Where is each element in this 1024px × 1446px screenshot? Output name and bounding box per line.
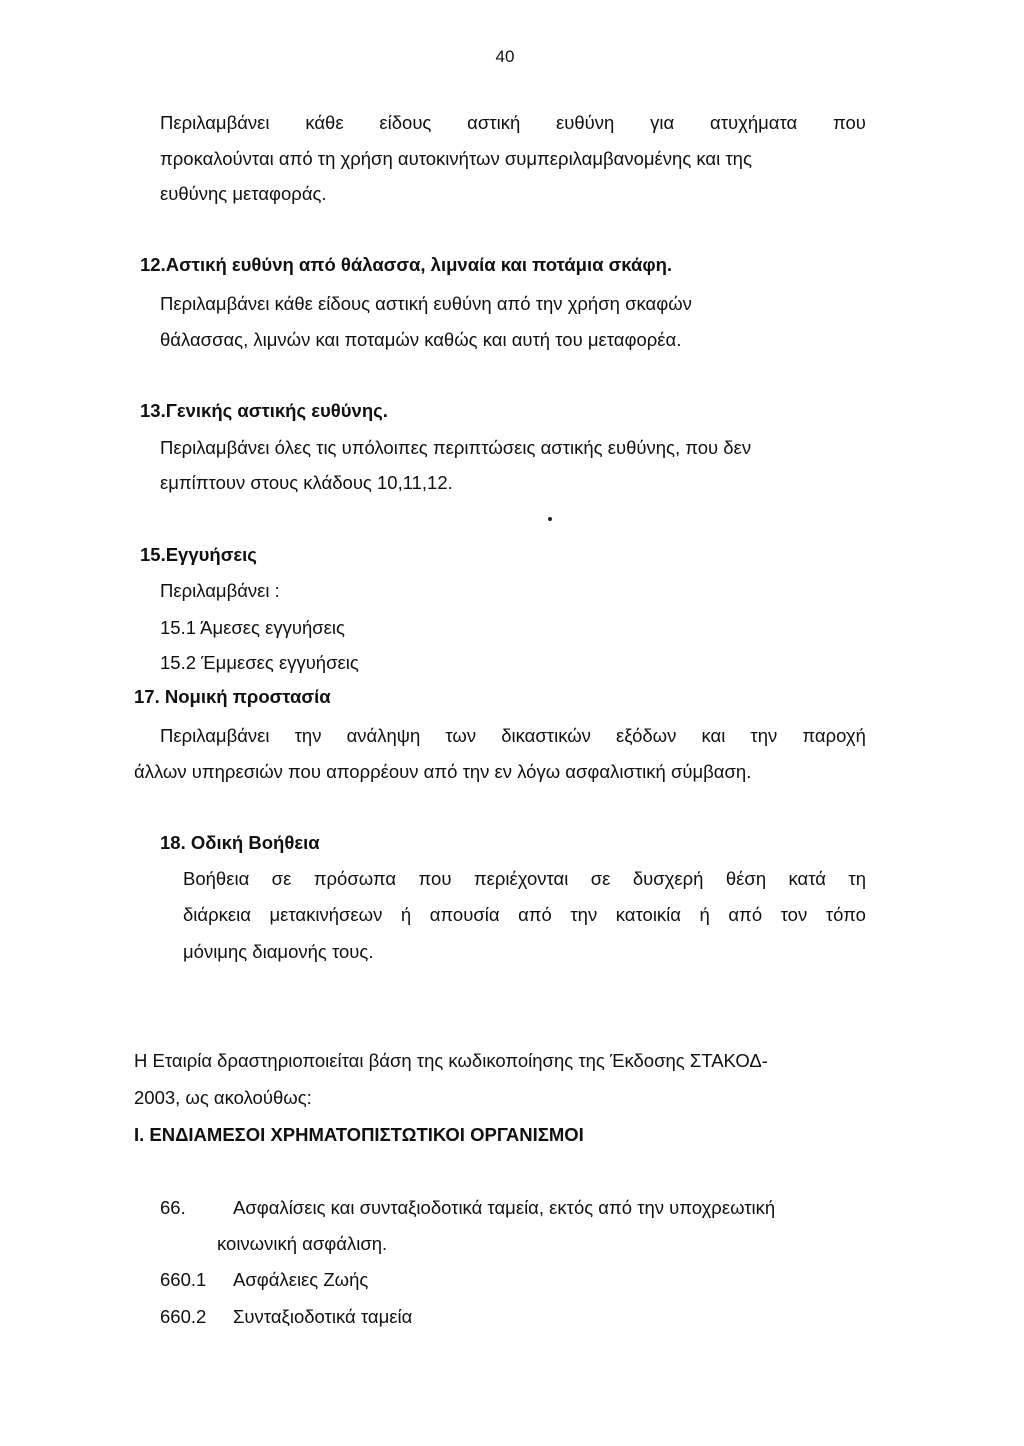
- word: τον: [780, 904, 808, 925]
- word: την: [570, 904, 598, 925]
- paragraph-line: άλλων υπηρεσιών που απορρέουν από την εν λόγω ασφαλιστική σύμβαση.: [134, 761, 752, 782]
- word: την: [294, 725, 322, 746]
- paragraph-line: ευθύνης μεταφοράς.: [160, 183, 327, 204]
- word: δυσχερή: [632, 868, 704, 889]
- paragraph-line: [183, 868, 866, 890]
- paragraph-line: Περιλαμβάνει κάθε είδους αστική ευθύνη από την χρήση σκαφών: [160, 293, 692, 314]
- word: από: [728, 904, 763, 925]
- code-number: 660.2: [160, 1306, 207, 1327]
- list-item: 15.2 Έμμεσες εγγυήσεις: [160, 652, 359, 673]
- word: παροχή: [802, 725, 866, 746]
- word: Βοήθεια: [183, 868, 250, 889]
- paragraph-line: μόνιμης διαμονής τους.: [183, 941, 374, 962]
- code-description: Ασφαλίσεις και συνταξιοδοτικά ταμεία, εκτός από την υποχρεωτική: [233, 1197, 776, 1218]
- section-number: 15.: [140, 544, 166, 565]
- code-number: 660.1: [160, 1269, 207, 1290]
- word: εξόδων: [616, 725, 677, 746]
- word: κατοικία: [615, 904, 681, 925]
- word: που: [833, 112, 866, 133]
- word: τη: [848, 868, 866, 889]
- code-description-cont: κοινωνική ασφάλιση.: [217, 1233, 388, 1254]
- code-description: Συνταξιοδοτικά ταμεία: [233, 1306, 413, 1327]
- section-heading: [140, 544, 257, 566]
- paragraph-line: [160, 112, 866, 134]
- paragraph-line: Η Εταιρία δραστηριοποιείται βάση της κωδικοποίησης της Έκδοσης ΣΤΑΚΟΔ-: [134, 1050, 768, 1071]
- word: μετακινήσεων: [269, 904, 383, 925]
- section-title: Νομική προστασία: [164, 686, 331, 707]
- word: ατυχήματα: [710, 112, 798, 133]
- word: από: [518, 904, 552, 925]
- list-item: 15.1 Άμεσες εγγυήσεις: [160, 617, 345, 638]
- word: για: [650, 112, 675, 133]
- code-description: Ασφάλειες Ζωής: [233, 1269, 369, 1290]
- code-number: 66.: [160, 1197, 186, 1218]
- section-heading: [140, 254, 672, 276]
- word: είδους: [379, 112, 432, 133]
- section-title: Γενικής αστικής ευθύνης.: [165, 400, 388, 421]
- word: τόπο: [825, 904, 866, 925]
- section-number: 12.: [140, 254, 166, 275]
- section-title: Οδική Βοήθεια: [190, 832, 320, 853]
- word: ή: [400, 904, 412, 925]
- section-heading: [140, 400, 388, 422]
- word: θέση: [725, 868, 767, 889]
- word: των: [445, 725, 477, 746]
- word: Περιλαμβάνει: [160, 112, 270, 133]
- paragraph-line: εμπίπτουν στους κλάδους 10,11,12.: [160, 472, 453, 493]
- word: ευθύνη: [556, 112, 615, 133]
- word: περιέχονται: [473, 868, 569, 889]
- paragraph-line: Περιλαμβάνει :: [160, 580, 280, 601]
- word: κάθε: [305, 112, 344, 133]
- section-heading: [160, 832, 320, 854]
- paragraph-line: [160, 725, 866, 747]
- word: σε: [590, 868, 611, 889]
- stray-mark: [548, 517, 552, 521]
- word: αστική: [467, 112, 521, 133]
- section-title: Αστική ευθύνη από θάλασσα, λιμναία και ποτάμια σκάφη.: [165, 254, 673, 275]
- section-title: Εγγυήσεις: [165, 544, 257, 565]
- section-number: 18.: [160, 832, 186, 853]
- word: ανάληψη: [346, 725, 421, 746]
- word: Περιλαμβάνει: [160, 725, 270, 746]
- section-number: 13.: [140, 400, 166, 421]
- section-number: 17.: [134, 686, 160, 707]
- paragraph-line: προκαλούνται από τη χρήση αυτοκινήτων συμπεριλαμβανομένης και της: [160, 148, 752, 169]
- word: σε: [271, 868, 292, 889]
- word: πρόσωπα: [313, 868, 397, 889]
- word: και: [701, 725, 726, 746]
- classification-heading: Ι. ΕΝΔΙΑΜΕΣΟΙ ΧΡΗΜΑΤΟΠΙΣΤΩΤΙΚΟΙ ΟΡΓΑΝΙΣΜΟΙ: [134, 1124, 584, 1145]
- section-heading: [134, 686, 331, 708]
- paragraph-line: θάλασσας, λιμνών και ποταμών καθώς και αυτή του μεταφορέα.: [160, 329, 682, 350]
- word: διάρκεια: [183, 904, 251, 925]
- page-number: 40: [495, 47, 515, 66]
- word: κατά: [788, 868, 826, 889]
- paragraph-line: [183, 904, 866, 926]
- word: που: [418, 868, 452, 889]
- word: απουσία: [429, 904, 500, 925]
- paragraph-line: 2003, ως ακολούθως:: [134, 1087, 312, 1108]
- paragraph-line: Περιλαμβάνει όλες τις υπόλοιπες περιπτώσεις αστικής ευθύνης, που δεν: [160, 437, 752, 458]
- word: την: [750, 725, 778, 746]
- word: ή: [699, 904, 710, 925]
- word: δικαστικών: [501, 725, 591, 746]
